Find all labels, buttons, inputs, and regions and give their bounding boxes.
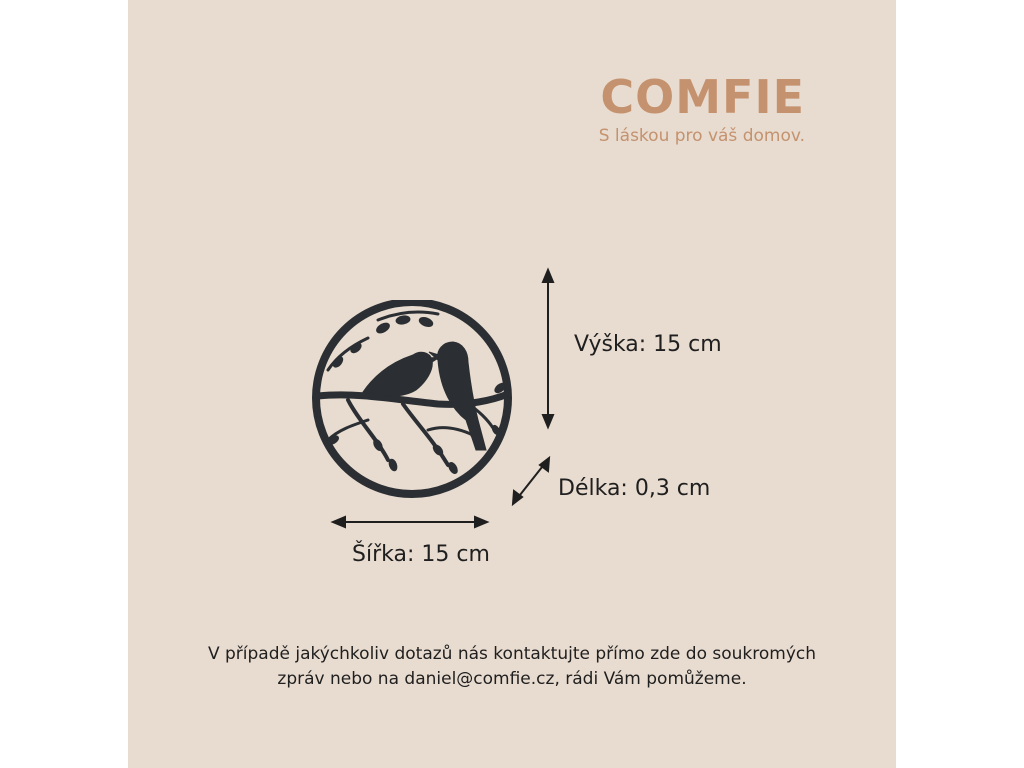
product-image-canvas (128, 0, 896, 768)
height-label: Výška: 15 cm (574, 332, 722, 357)
depth-label: Délka: 0,3 cm (558, 476, 711, 501)
brand-logo: COMFIE (600, 70, 805, 124)
brand-tagline: S láskou pro váš domov. (598, 126, 805, 146)
contact-text: V případě jakýchkoliv dotazů nás kontaktujte přímo zde do soukromých zpráv nebo na daniel@comfie.cz, rádi Vám pomůžeme. (207, 644, 817, 689)
width-label: Šířka: 15 cm (352, 542, 490, 567)
